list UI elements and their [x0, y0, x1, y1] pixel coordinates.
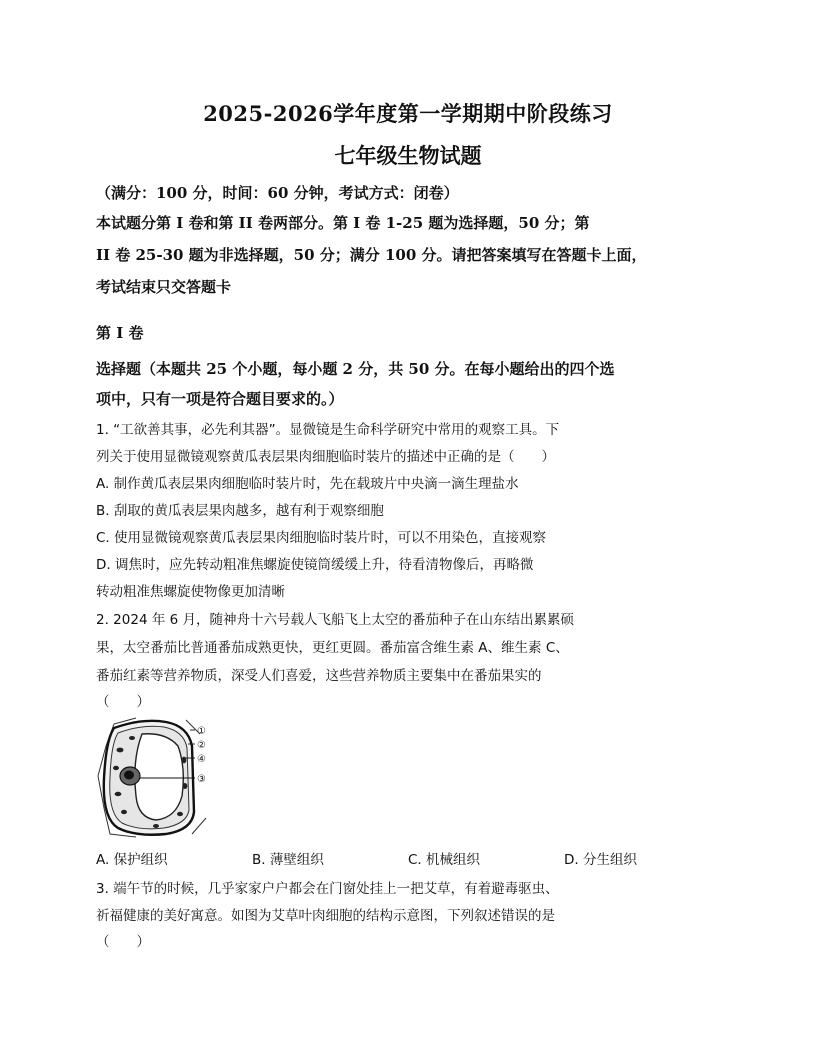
question-2-options — [96, 848, 656, 868]
nucleus — [120, 767, 140, 785]
vacuole — [135, 734, 183, 820]
question-1-option-d: D. 调焦时，应先转动粗准焦螺旋使镜筒缓缓上升，待看清物像后，再略微 — [96, 557, 534, 573]
question-2-stem: 果，太空番茄比普通番茄成熟更快，更红更圆。番茄富含维生素 A、维生素 C、 — [96, 640, 569, 656]
plant-cell-diagram — [96, 716, 214, 838]
question-2-option-c: C. 机械组织 — [408, 852, 481, 868]
question-1-option-b: B. 刮取的黄瓜表层果肉越多，越有利于观察细胞 — [96, 503, 384, 519]
label-3: ③ — [197, 774, 206, 785]
exam-info: （满分：100 分，时间：60 分钟，考试方式：闭卷） — [96, 184, 459, 202]
question-1-option-d: 转动粗准焦螺旋使物像更加清晰 — [96, 584, 285, 600]
question-2-stem: （ ） — [96, 694, 150, 710]
question-3-stem: （ ） — [96, 934, 150, 950]
label-2: ② — [197, 740, 206, 751]
label-1: ① — [197, 726, 206, 737]
exam-note-line: 考试结束只交答题卡 — [96, 278, 232, 296]
exam-note-line: II 卷 25-30 题为非选择题，50 分；满分 100 分。请把答案填写在答题卡上面， — [96, 246, 647, 264]
question-2-stem: 番茄红素等营养物质，深受人们喜爱，这些营养物质主要集中在番茄果实的 — [96, 668, 542, 684]
section-instruction: 项中，只有一项是符合题目要求的。） — [96, 390, 344, 408]
question-3-stem: 祈福健康的美好寓意。如图为艾草叶肉细胞的结构示意图，下列叙述错误的是 — [96, 908, 555, 924]
question-1-stem: 列关于使用显微镜观察黄瓜表层果肉细胞临时装片的描述中正确的是（ ） — [96, 449, 555, 465]
question-1-stem: 1. “工欲善其事，必先利其器”。显微镜是生命科学研究中常用的观察工具。下 — [96, 422, 560, 438]
question-2-option-d: D. 分生组织 — [564, 852, 637, 868]
question-1-option-a: A. 制作黄瓜表层果肉细胞临时装片时，先在载玻片中央滴一滴生理盐水 — [96, 476, 519, 492]
exam-title: 2025-2026学年度第一学期期中阶段练习 — [203, 101, 613, 126]
section-instruction: 选择题（本题共 25 个小题，每小题 2 分，共 50 分。在每小题给出的四个选 — [96, 360, 615, 378]
label-4: ④ — [197, 754, 206, 765]
question-2-option-a: A. 保护组织 — [96, 852, 168, 868]
exam-note-line: 本试题分第 I 卷和第 II 卷两部分。第 I 卷 1-25 题为选择题，50 分；第 — [96, 214, 590, 232]
question-1-option-c: C. 使用显微镜观察黄瓜表层果肉细胞临时装片时，可以不用染色，直接观察 — [96, 530, 547, 546]
exam-subtitle: 七年级生物试题 — [334, 143, 482, 168]
question-3-stem: 3. 端午节的时候，几乎家家户户都会在门窗处挂上一把艾草，有着避毒驱虫、 — [96, 881, 559, 897]
section-title: 第 I 卷 — [96, 324, 144, 342]
question-2-stem: 2. 2024 年 6 月，随神舟十六号载人飞船飞上太空的番茄种子在山东结出累累硕 — [96, 612, 574, 628]
question-2-option-b: B. 薄壁组织 — [252, 852, 324, 868]
